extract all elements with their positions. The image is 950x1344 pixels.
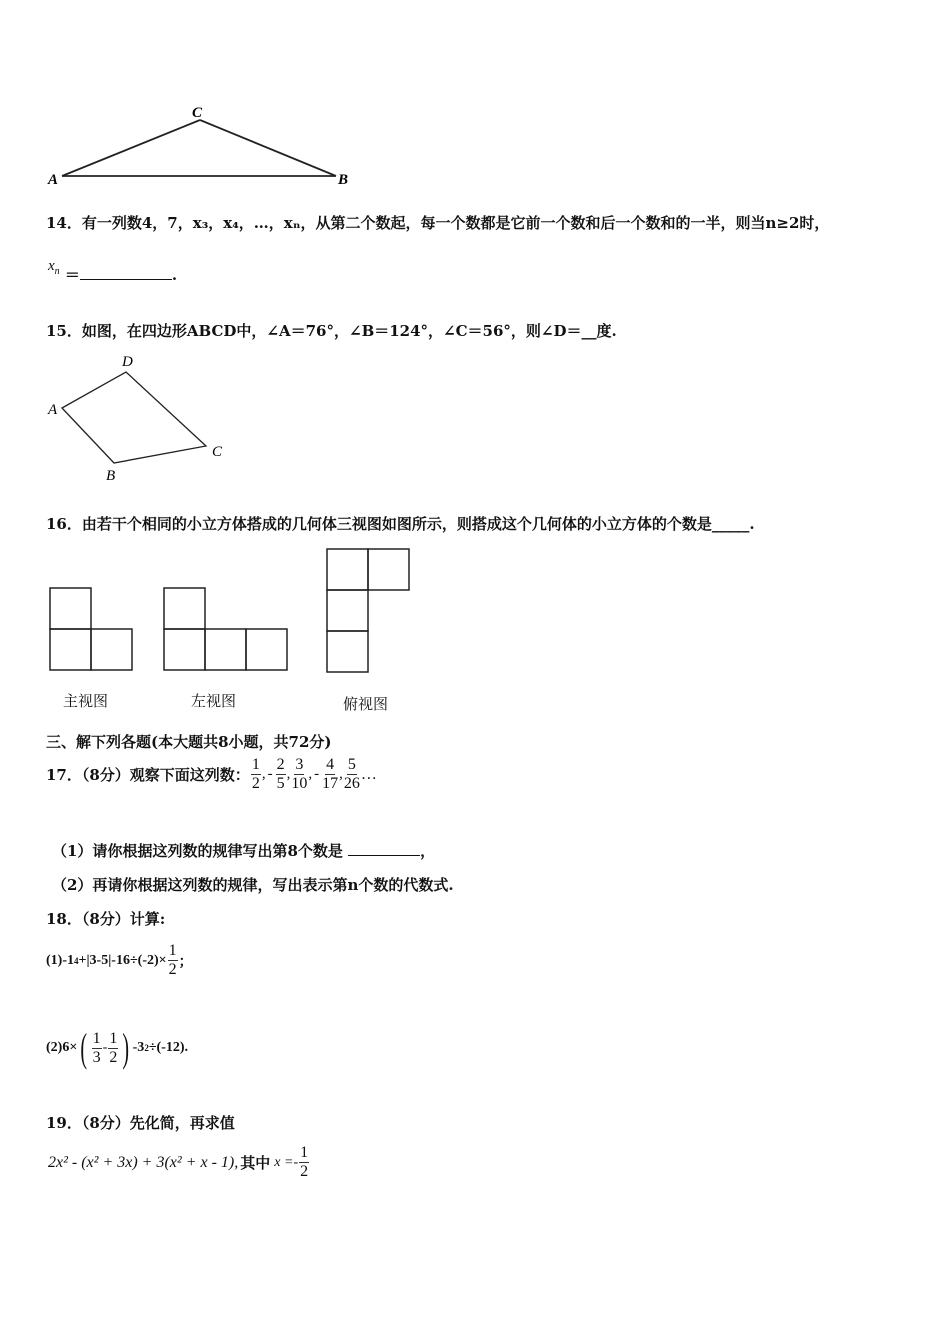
q19-num: 1 [300,1144,309,1161]
q18-p2-d1: 3 [92,1048,101,1066]
q17-sub1 [52,840,435,861]
q18-p1-exp: 4 [74,955,79,966]
q17-ellipsis: … [360,765,377,783]
q17-sub2: （2）再请你根据这列数的规律，写出表示第n个数的代数式. [52,876,454,894]
quad-label-d: D [122,354,133,370]
triangle-figure [40,98,360,190]
q18-p2-n1: 1 [92,1029,101,1047]
q17-prefix: 17．（8分）观察下面这列数： [46,766,250,784]
q14-answer-line [48,258,178,287]
q19-fraction [299,1144,309,1181]
quad-label-c: C [212,444,223,460]
q17-sequence [250,756,361,793]
front-view [50,588,132,670]
q18-p2-minus: - [102,1040,108,1055]
q18-p1-mid: +|3-5|-16÷(-2)× [78,952,167,968]
q17-denominator: 26 [343,775,360,792]
caption-top-view: 俯视图 [343,695,389,713]
q18-p2-pre: (2)6× [46,1040,78,1055]
q15-text: 15．如图，在四边形ABCD中，∠A＝76°，∠B＝124°，∠C＝56°，则∠D＝__度. [46,322,617,340]
triangle-side-cb [200,120,336,176]
q18-p2-frac2 [108,1030,118,1067]
q18-title: 18．（8分）计算: [46,910,166,928]
q17-numerator: 3 [295,756,304,773]
q18-p2-exp: 2 [144,1043,149,1053]
q18-p2-end: ÷(-12). [148,1040,188,1055]
q18-p1-fraction [168,942,178,979]
triangle-label-b: B [338,172,349,188]
q19-where: 其中 [240,1154,271,1172]
q17-comma: , [339,766,343,782]
left-view [164,588,287,670]
q14-end: . [171,266,178,284]
triangle-label-c: C [192,105,203,121]
q18-p1-num: 1 [168,942,177,959]
q19-expression-line [48,1144,310,1181]
q17-fraction [276,756,286,793]
q14-eq: ＝ [64,266,80,284]
q18-p1-end: ； [178,954,193,970]
caption-left-view: 左视图 [191,692,237,710]
q17-fraction [251,756,261,793]
triangle-side-ac [62,120,200,176]
q18-p1-den: 2 [168,961,177,978]
q19-den: 2 [300,1163,309,1180]
q19-title: 19．（8分）先化简，再求值 [46,1114,235,1132]
q16-text: 16．由若干个相同的小立方体搭成的几何体三视图如图所示，则搭成这个几何体的小立方体的个数是_____. [46,515,755,533]
q18-p2-n2: 1 [109,1029,118,1047]
q17-fraction [291,756,307,793]
q19-expr: 2x² - (x² + 3x) + 3(x² + x - 1), [48,1153,239,1171]
top-view [327,549,409,672]
q18-p1-pre: (1)-1 [46,952,74,968]
q17-comma: , [286,766,291,782]
q17-fraction [344,756,360,793]
q17-denominator: 10 [291,775,308,792]
quadrilateral-abcd [62,372,206,463]
q19-cond: x =- [274,1154,299,1170]
q17-comma: , [261,766,266,782]
q17-numerator: 5 [347,756,356,773]
q14-blank [80,279,172,280]
q18-p2-mid: -3 [132,1040,145,1055]
q17-sign: - [267,766,273,782]
q17-line [46,756,377,793]
q17-denominator: 17 [322,775,339,792]
q17-numerator: 1 [251,756,260,773]
caption-front-view: 主视图 [63,692,109,710]
q14-sub: n [54,266,60,277]
q18-p2-frac1 [92,1030,102,1067]
q18-part1 [46,942,193,979]
q14-text: 14．有一列数4，7，x₃，x₄，…，xₙ，从第二个数起，每一个数都是它前一个数和后一个数和的一半，则当n≥2时， [46,214,830,232]
q17-sub1-end: ， [420,842,436,860]
section-title: 三、解下列各题(本大题共8小题，共72分) [46,733,332,751]
q17-comma: , [308,766,313,782]
q17-numerator: 4 [326,756,335,773]
q18-part2: (2)6× ( $\frac{1}{3}$ - $\frac{1}{2}$ ) -3 2 ÷(-12). [46,1025,188,1070]
triangle-label-a: A [48,172,59,188]
quad-label-b: B [106,468,116,484]
q17-denominator: 5 [276,775,285,792]
q17-sign: - [314,766,320,782]
q17-fraction [322,756,338,793]
quad-label-a: A [48,402,58,418]
q17-denominator: 2 [251,775,260,792]
q18-p2-d2: 2 [109,1048,118,1066]
q17-blank [348,855,420,856]
quadrilateral-figure [40,350,240,485]
q17-numerator: 2 [276,756,285,773]
q17-sub1-text: （1）请你根据这列数的规律写出第8个数是 [52,842,343,860]
q14-var: x [48,258,55,274]
